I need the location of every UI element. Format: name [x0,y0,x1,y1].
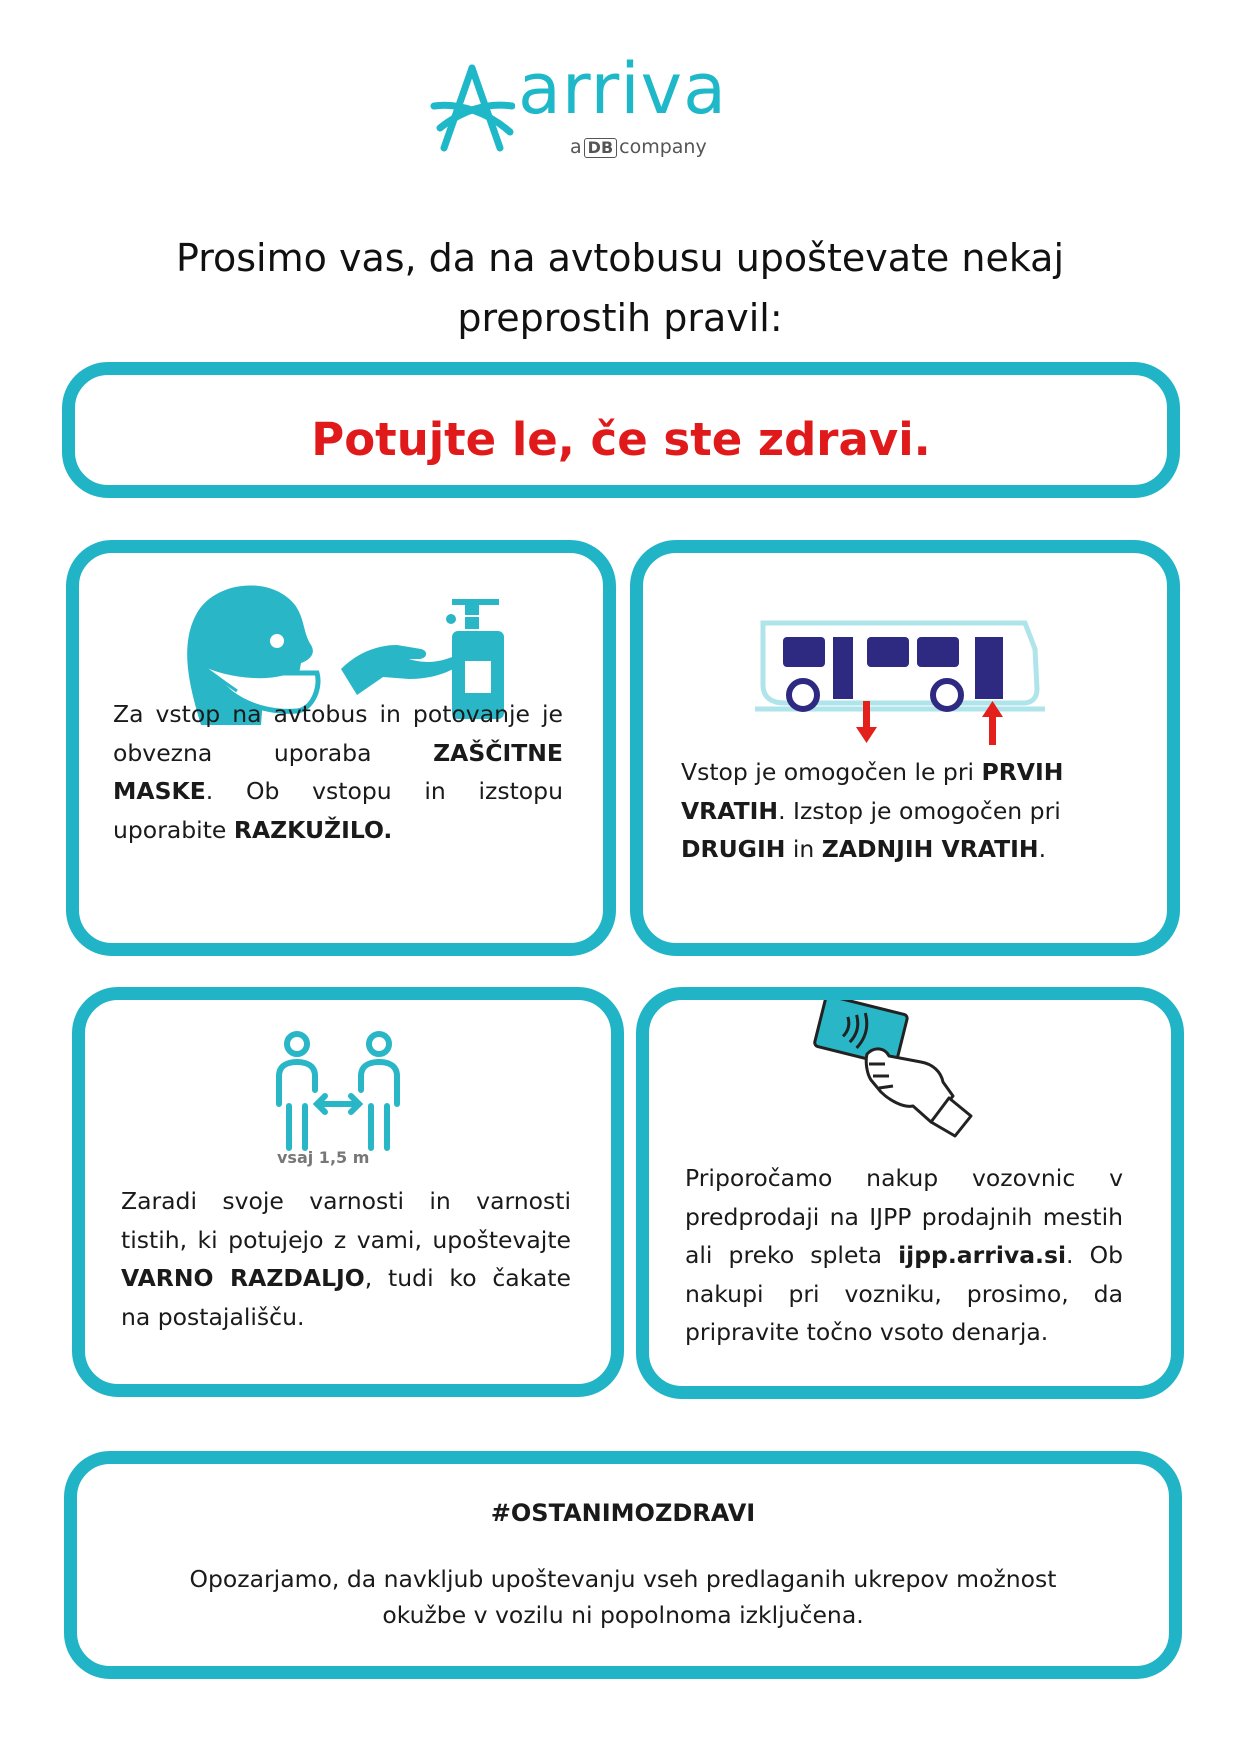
mask-rule-b2: RAZKUŽILO. [233,815,393,844]
arriva-logo [430,48,730,172]
ticket-rule-t2: . Ob nakupi pri vozniku, prosimo, da pripravite točno vsoto denarja. [685,1241,1123,1346]
mask-rule-card [66,540,616,956]
doors-rule-b2: DRUGIH [681,835,786,863]
ticket-rule-text [685,1159,1123,1352]
distance-rule-t1: Zaradi svoje varnosti in varnosti tistih, ki potujejo z vami, upoštevajte [121,1187,571,1254]
intro-line-2: preprostih pravil: [457,296,783,340]
ticket-rule-t1: Priporočamo nakup vozovnic v predprodaji na IJPP prodajnih mestih ali preko spleta [685,1164,1123,1269]
contactless-card-icon [809,1000,979,1140]
footer-box [64,1451,1182,1679]
doors-rule-b1: PRVIH VRATIH [681,758,1064,825]
disclaimer-line-1: Opozarjamo, da navkljub upoštevanju vseh predlaganih ukrepov možnost [189,1565,1057,1593]
arriva-emblem-icon [430,62,515,157]
headline-text: Potujte le, če ste zdravi. [311,413,931,466]
bus-doors-icon [755,619,1045,749]
mask-rule-t1: Za vstop na avtobus in potovanje je obvezna uporaba [113,700,563,767]
doors-rule-t4: . [1038,835,1047,863]
disclaimer-line-2: okužbe v vozilu ni popolnoma izključena. [382,1601,864,1629]
brand-sub-prefix: a [570,136,582,158]
mask-rule-b1: ZAŠČITNE MASKE [113,738,563,805]
doors-rule-b3: ZADNJIH VRATIH [821,835,1039,863]
disclaimer-text [137,1561,1109,1633]
brand-sub-suffix: company [619,136,707,158]
brand-wordmark: arriva [518,48,727,130]
doors-rule-t2: . Izstop je omogočen pri [778,796,1061,825]
db-badge: DB [584,138,617,158]
doors-rule-t1: Vstop je omogočen le pri [681,758,982,786]
brand-subline [570,136,707,158]
social-distance-icon [273,1030,408,1155]
intro-text [150,228,1090,348]
distance-caption: vsaj 1,5 m [277,1148,370,1167]
ticket-rule-link: ijpp.arriva.si [898,1241,1067,1269]
doors-rule-text [681,753,1121,869]
mask-rule-text [113,695,563,849]
intro-line-1: Prosimo vas, da na avtobusu upoštevate nekaj [175,236,1065,280]
distance-rule-b1: VARNO RAZDALJO [121,1264,365,1292]
distance-rule-t2: , tudi ko čakate na postajališču. [121,1264,571,1331]
headline-box [62,362,1180,498]
mask-rule-t2: . Ob vstopu in izstopu uporabite [113,777,563,844]
hashtag-text: #OSTANIMOZDRAVI [490,1499,756,1527]
distance-rule-text [121,1182,571,1336]
distance-rule-card [72,987,624,1397]
doors-rule-card [630,540,1180,956]
doors-rule-t3: in [785,835,822,863]
ticket-rule-card [636,987,1184,1399]
